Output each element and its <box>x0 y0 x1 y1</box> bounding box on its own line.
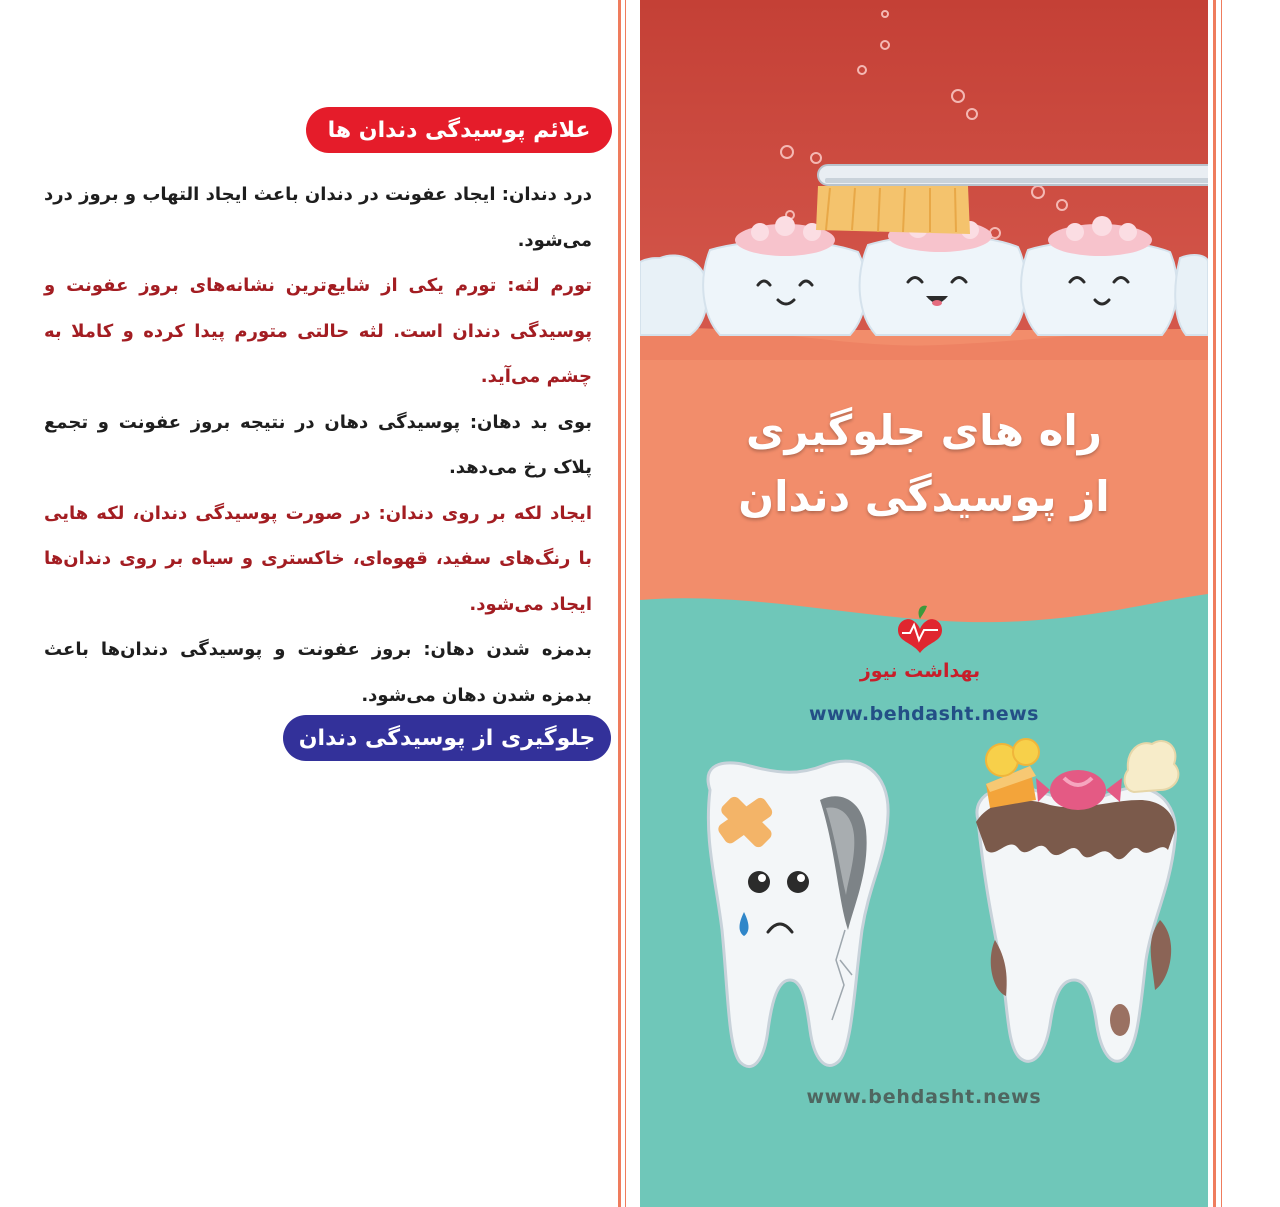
symptom-tooth-pain: درد دندان: ایجاد عفونت در دندان باعث ایجاد التهاب و بروز درد می‌شود. <box>44 184 592 251</box>
right-border-thin <box>1221 0 1222 1207</box>
brand-url: www.behdasht.news <box>808 703 1039 725</box>
poster-title-line1: راه های جلوگیری <box>746 406 1102 455</box>
symptoms-heading: علائم پوسیدگی دندان ها <box>306 107 612 153</box>
poster-illustration <box>640 0 1208 1207</box>
footer-url: www.behdasht.news <box>806 1086 1042 1108</box>
right-border <box>1213 0 1216 1207</box>
left-border-thin <box>625 0 626 1207</box>
symptom-bad-taste: بدمزه شدن دهان: بروز عفونت و پوسیدگی دندان‌ها باعث بدمزه شدن دهان می‌شود. <box>44 639 592 706</box>
prevention-heading: جلوگیری از پوسیدگی دندان <box>283 715 611 761</box>
poster-title-line2: از پوسیدگی دندان <box>738 472 1110 521</box>
brand-name: بهداشت نیوز <box>859 660 981 682</box>
symptom-gum-swelling: تورم لثه: تورم یکی از شایع‌ترین نشانه‌های بروز عفونت و پوسیدگی دندان است. لثه حالتی متورم پیدا کرده و کاملا به چشم می‌آید. <box>44 275 592 387</box>
symptom-tooth-stains: ایجاد لکه بر روی دندان: در صورت پوسیدگی دندان، لکه هایی با رنگ‌های سفید، قهوه‌ای، خاکستری و سیاه بر روی دندان‌ها ایجاد می‌شود. <box>44 502 592 615</box>
text-column <box>0 0 620 1207</box>
poster-title <box>640 398 1208 530</box>
poster <box>640 0 1208 1207</box>
symptoms-list <box>44 172 592 718</box>
symptom-bad-breath: بوی بد دهان: پوسیدگی دهان در نتیجه بروز عفونت و تجمع پلاک رخ می‌دهد. <box>44 411 592 478</box>
left-border <box>618 0 621 1207</box>
